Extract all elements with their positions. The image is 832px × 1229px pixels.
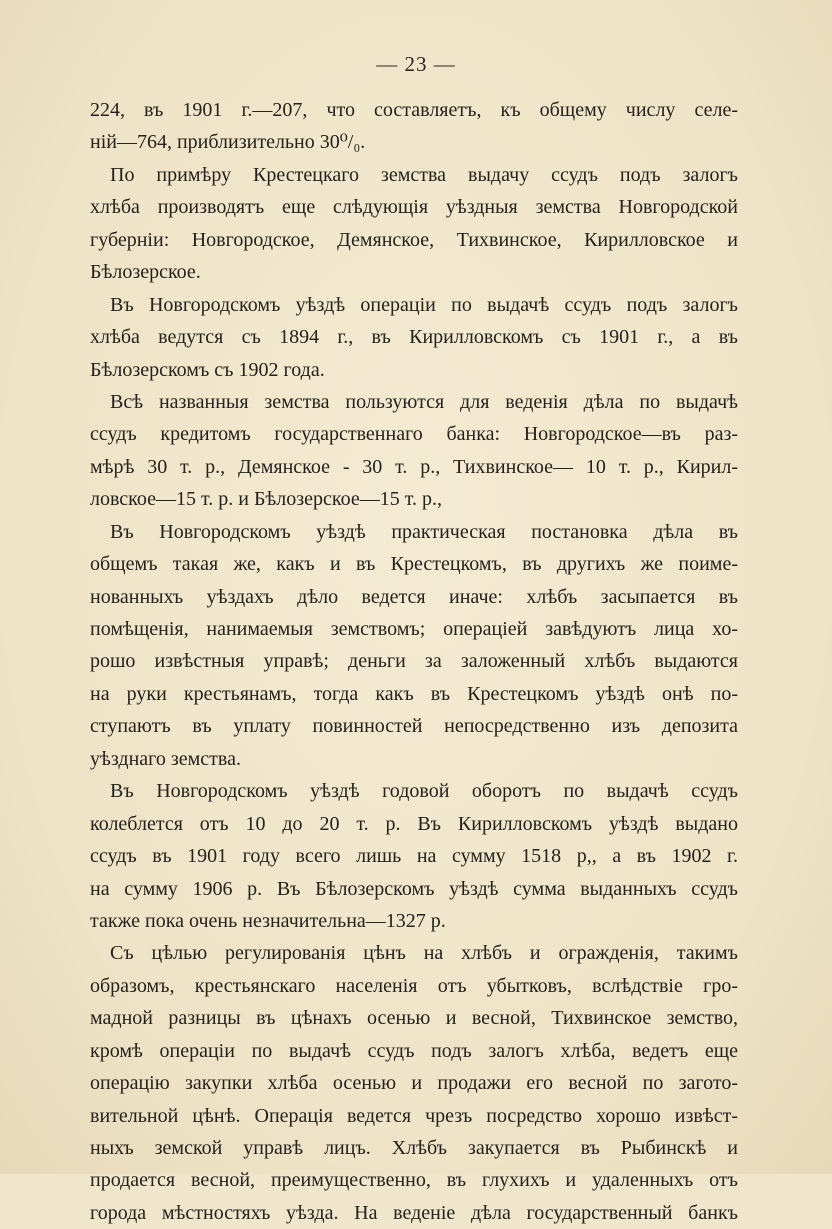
text-line: мѣрѣ 30 т. р., Демянское - 30 т. р., Тихвинское— 10 т. р., Кирил- (90, 455, 738, 478)
text-line: Въ Новгородскомъ уѣздѣ операціи по выдачѣ ссудъ подъ залогъ (110, 293, 738, 316)
text-line: Всѣ названныя земства пользуются для веденія дѣла по выдачѣ (110, 390, 738, 413)
text-line: нованныхъ уѣздахъ дѣло ведется иначе: хлѣбъ засыпается въ (90, 585, 738, 608)
text-line: Бѣлозерское. (90, 261, 201, 284)
text-line: операцію закупки хлѣба осенью и продажи его весной по загото- (90, 1072, 738, 1095)
text-line: кромѣ операціи по выдачѣ ссудъ подъ залогъ хлѣба, ведетъ еще (90, 1039, 738, 1062)
text-line: также пока очень незначительна—1327 р. (90, 909, 446, 932)
text-line: продается весной, преимущественно, въ глухихъ и удаленныхъ отъ (90, 1169, 738, 1192)
text-line: По примѣру Крестецкаго земства выдачу ссудъ подъ залогъ (110, 163, 738, 186)
text-line: рошо извѣстныя управѣ; деньги за заложенный хлѣбъ выдаются (90, 650, 738, 673)
text-line: на руки крестьянамъ, тогда какъ въ Крестецкомъ уѣздѣ онѣ по- (90, 682, 738, 705)
text-line: хлѣба ведутся съ 1894 г., въ Кирилловскомъ съ 1901 г., а въ (90, 326, 738, 349)
body-text (90, 94, 738, 1229)
text-line: города мѣстностяхъ уѣзда. На веденіе дѣла государственный банкъ (90, 1201, 738, 1224)
text-line: колеблется отъ 10 до 20 т. р. Въ Кирилловскомъ уѣздѣ выдано (90, 812, 738, 835)
text-line: ній—764, приблизительно 30⁰/₀. (90, 131, 366, 154)
text-line: мадной разницы въ цѣнахъ осенью и весной, Тихвинское земство, (90, 1007, 738, 1030)
text-line: Бѣлозерскомъ съ 1902 года. (90, 358, 325, 381)
text-line: общемъ такая же, какъ и въ Крестецкомъ, въ другихъ же поиме- (90, 553, 738, 576)
text-line: Въ Новгородскомъ уѣздѣ практическая постановка дѣла въ (110, 520, 738, 543)
text-line: образомъ, крестьянскаго населенія отъ убытковъ, вслѣдствіе гро- (90, 974, 738, 997)
text-line: 224, въ 1901 г.—207, что составляетъ, къ общему числу селе- (90, 99, 738, 121)
text-line: ссудъ кредитомъ государственнаго банка: Новгородское—въ раз- (90, 423, 738, 446)
text-line: ссудъ въ 1901 году всего лишь на сумму 1518 р,, а въ 1902 г. (90, 845, 738, 868)
text-line: губерніи: Новгородское, Демянское, Тихвинское, Кирилловское и (90, 228, 738, 251)
text-line: ныхъ земской управѣ лицъ. Хлѣбъ закупается въ Рыбинскѣ и (90, 1137, 738, 1159)
text-line: уѣзднаго земства. (90, 747, 241, 770)
text-line: хлѣба производятъ еще слѣдующія уѣздныя земства Новгородской (90, 196, 738, 219)
text-line: Въ Новгородскомъ уѣздѣ годовой оборотъ по выдачѣ ссудъ (110, 780, 738, 803)
page-number: — 23 — (376, 52, 456, 76)
text-line: вительной цѣнѣ. Операція ведется чрезъ посредство хорошо извѣст- (90, 1104, 738, 1127)
text-line: Съ цѣлью регулированія цѣнъ на хлѣбъ и огражденія, такимъ (110, 942, 738, 965)
text-line: ступаютъ въ уплату повинностей непосредственно изъ депозита (90, 715, 738, 738)
text-line: ловское—15 т. р. и Бѣлозерское—15 т. р., (90, 488, 442, 511)
text-line: помѣщенія, нанимаемыя земствомъ; операціей завѣдуютъ лица хо- (90, 618, 738, 640)
text-line: на сумму 1906 р. Въ Бѣлозерскомъ уѣздѣ сумма выданныхъ ссудъ (90, 877, 738, 900)
